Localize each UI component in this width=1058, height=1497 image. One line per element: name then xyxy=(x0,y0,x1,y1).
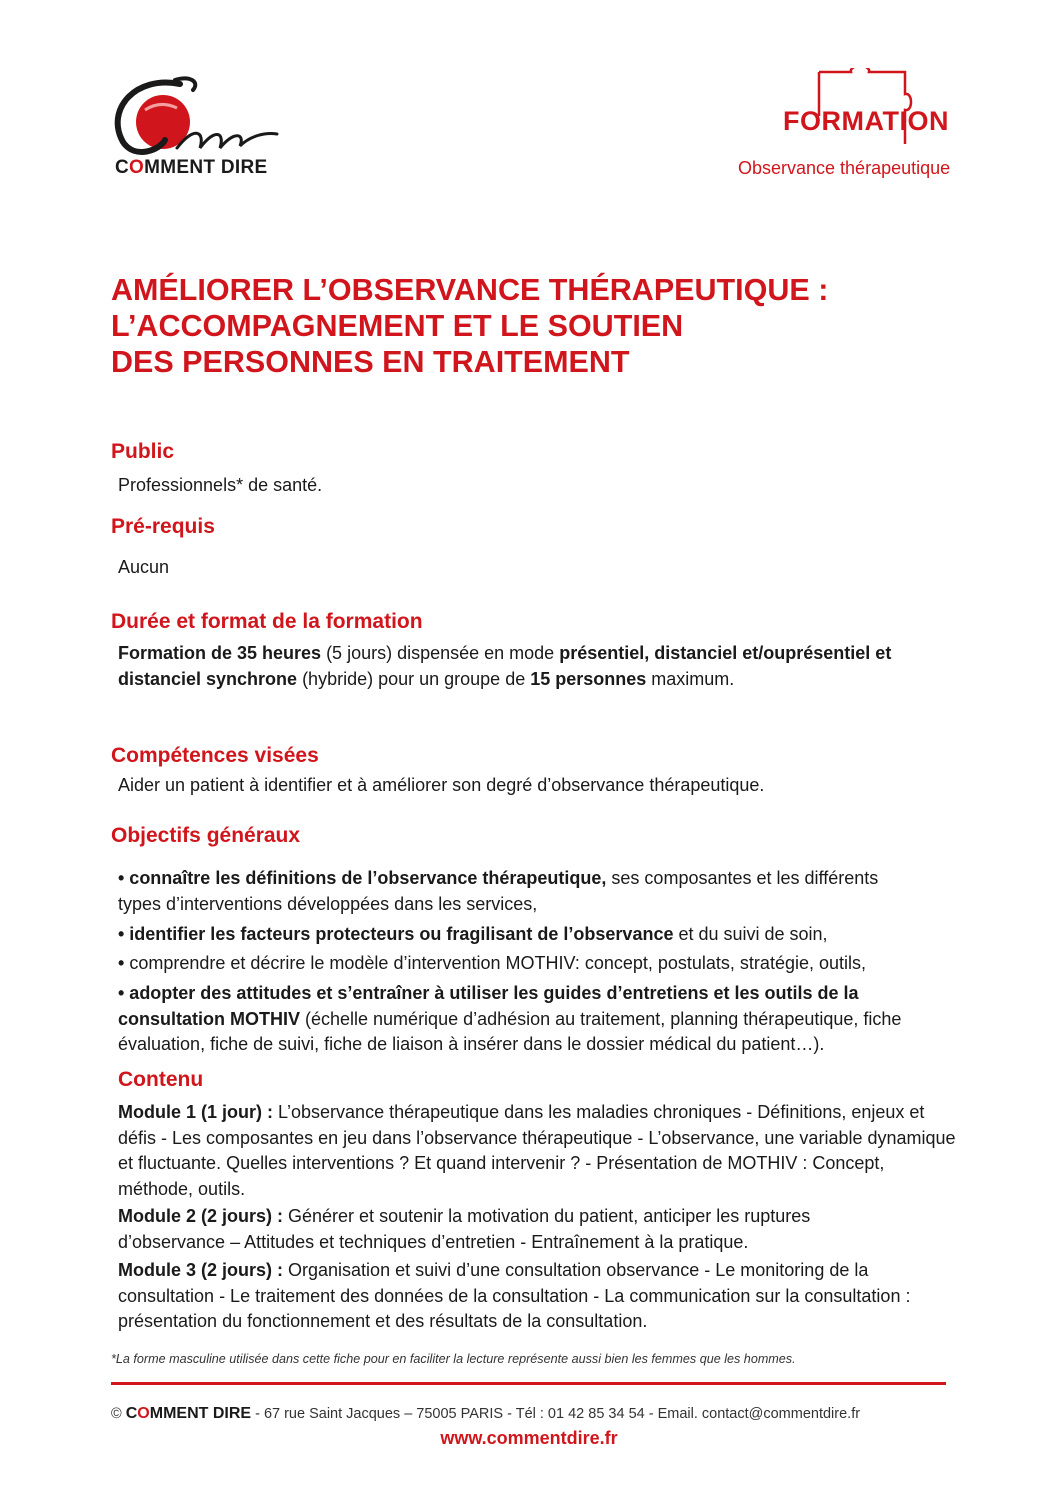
title-line: DES PERSONNES EN TRAITEMENT xyxy=(111,345,630,379)
formation-label: FORMATION xyxy=(783,106,949,136)
objectif-item: • identifier les facteurs protecteurs ou fragilisant de l’observance et du suivi de soin, xyxy=(118,924,828,944)
duree-text: Formation de 35 heures (5 jours) dispensée en mode présentiel, distanciel et/ouprésentiel et distanciel synchrone (hybride) pour un groupe de 15 personnes maximum. xyxy=(118,643,892,689)
page-title xyxy=(111,272,991,380)
module-item: Module 1 (1 jour) : L’observance thérapeutique dans les maladies chroniques - Définitions, enjeux et défis - Les composantes en jeu dans l’observance thérapeutique - L’observance, une variable dynamique et fluctuante. Quelles interventions ? Et quand intervenir ? - Présentation de MOTHIV : Concept, méthode, outils. xyxy=(118,1102,956,1199)
section-heading-prereq: Pré-requis xyxy=(111,515,215,538)
footer-address: © COMMENT DIRE - 67 rue Saint Jacques – 75005 PARIS - Tél : 01 42 85 34 54 - Email. contact@commentdire.fr xyxy=(111,1405,861,1422)
footer-brand: COMMENT DIRE xyxy=(125,1405,252,1422)
competences-text: Aider un patient à identifier et à améliorer son degré d’observance thérapeutique. xyxy=(118,775,765,795)
objectif-item: • comprendre et décrire le modèle d’intervention MOTHIV: concept, postulats, stratégie, outils, xyxy=(118,953,866,973)
formation-subtitle: Observance thérapeutique xyxy=(738,158,951,178)
section-heading-duree: Durée et format de la formation xyxy=(111,610,423,633)
prereq-text: Aucun xyxy=(118,557,170,577)
logo-text: COMMENT DIRE xyxy=(115,157,268,178)
section-heading-contenu: Contenu xyxy=(118,1068,204,1091)
objectif-item: • adopter des attitudes et s’entraîner à utiliser les guides d’entretiens et les outils de la consultation MOTHIV (échelle numérique d’adhésion au traitement, planning thérapeutique, fiche évaluation, fiche de suivi, fiche de liaison à insérer dans le dossier médical du patient…). xyxy=(118,983,902,1055)
footer-divider xyxy=(111,1382,946,1385)
footnote: *La forme masculine utilisée dans cette fiche pour en faciliter la lecture représente aussi bien les femmes que les hommes. xyxy=(111,1352,796,1366)
section-heading-public: Public xyxy=(111,440,175,463)
public-text: Professionnels* de santé. xyxy=(118,475,323,495)
section-heading-competences: Compétences visées xyxy=(111,744,319,767)
title-line: L’ACCOMPAGNEMENT ET LE SOUTIEN xyxy=(111,309,684,343)
title-line: AMÉLIORER L’OBSERVANCE THÉRAPEUTIQUE : xyxy=(111,273,829,307)
module-item: Module 3 (2 jours) : Organisation et suivi d’une consultation observance - Le monitoring de la consultation - Le traitement des données de la consultation - La communication sur la consultation : présentation du fonctionnement et des résultats de la consultation. xyxy=(118,1260,911,1332)
section-heading-objectifs: Objectifs généraux xyxy=(111,824,301,847)
module-item: Module 2 (2 jours) : Générer et soutenir la motivation du patient, anticiper les ruptures d’observance – Attitudes et techniques d’entretien - Entraînement à la pratique. xyxy=(118,1206,811,1252)
objectif-item: • connaître les définitions de l’observance thérapeutique, ses composantes et les différents types d’interventions développées dans les services, xyxy=(118,868,879,914)
website-link[interactable]: www.commentdire.fr xyxy=(440,1428,618,1448)
